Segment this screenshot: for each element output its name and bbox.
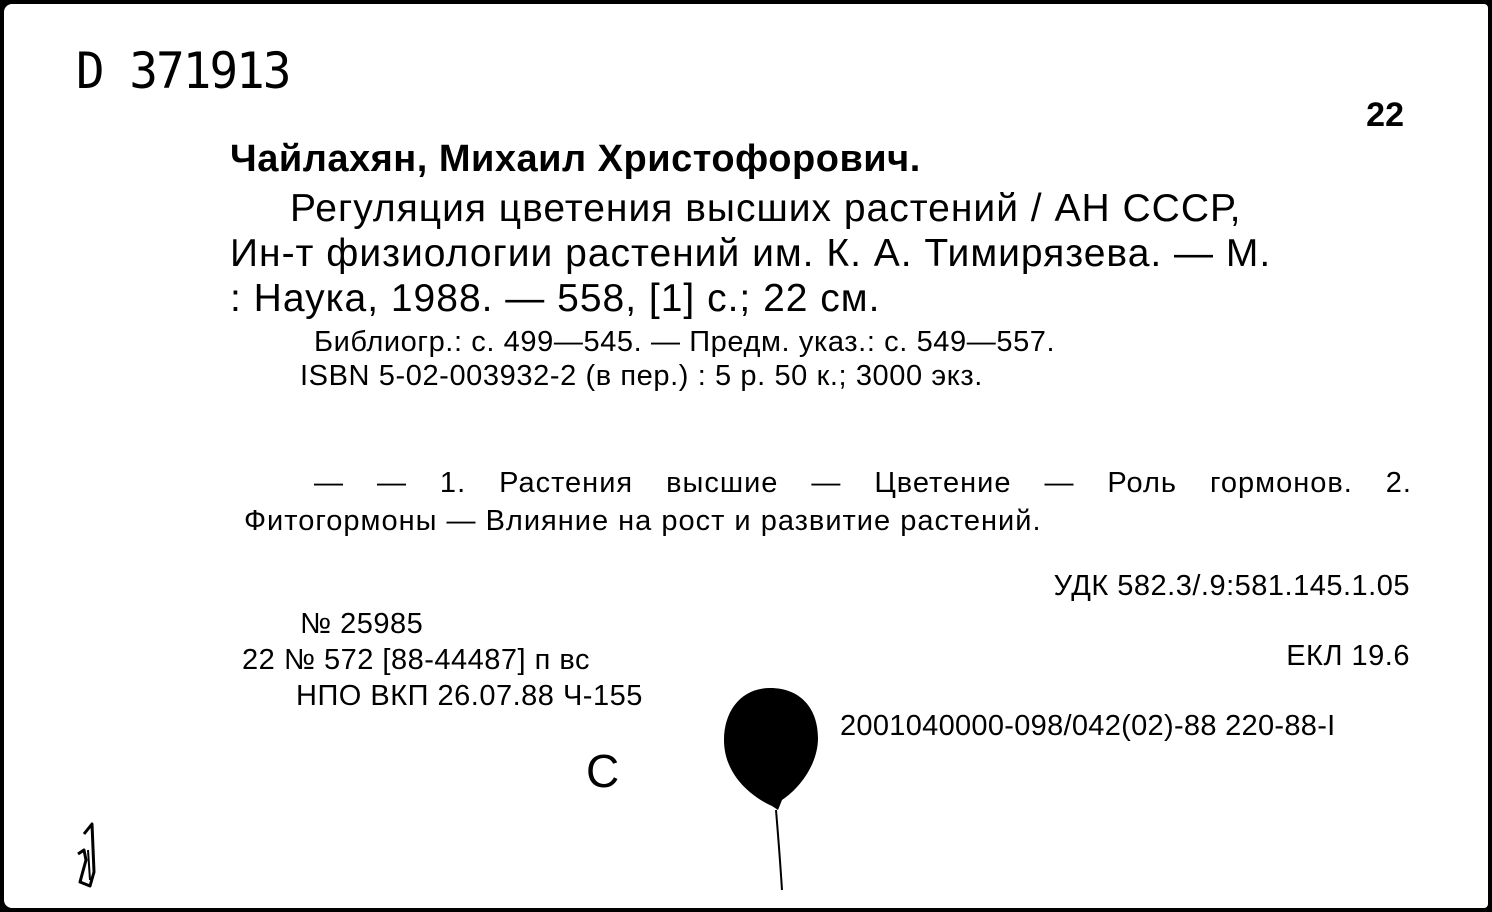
inventory-number: D 371913 (76, 42, 290, 100)
catalog-card (4, 4, 1488, 908)
author-heading: Чайлахян, Михаил Христофорович. (230, 138, 921, 180)
classification-code: 2001040000-098/042(02)-88 220-88-I (840, 710, 1336, 742)
subject-line: Фитогормоны — Влияние на рост и развитие растений. (244, 505, 1042, 537)
handwritten-mark-icon (70, 820, 110, 890)
subject-line: — — 1. Растения высшие — Цветение — Роль гормонов. 2. (314, 467, 1412, 499)
title-line: Регуляция цветения высших растений / АН СССР, (290, 187, 1242, 230)
order-line: 22 № 572 [88-44487] п вс (242, 644, 590, 676)
isbn-line: ISBN 5-02-003932-2 (в пер.) : 5 р. 50 к.; 3000 экз. (300, 360, 983, 392)
ekl-code: ЕКЛ 19.6 (1286, 640, 1410, 672)
title-description (230, 186, 1404, 321)
punch-hole-icon (720, 684, 820, 894)
udk-code: УДК 582.3/.9:581.145.1.05 (1053, 570, 1410, 602)
npo-line: НПО ВКП 26.07.88 Ч-155 (296, 680, 643, 712)
title-line: Ин-т физиологии растений им. К. А. Тимирязева. — М. (230, 232, 1272, 275)
subject-headings (244, 464, 1412, 540)
page-number: 22 (1366, 96, 1404, 134)
title-line: : Наука, 1988. — 558, [1] с.; 22 см. (230, 277, 881, 320)
bibliography-note: Библиогр.: с. 499—545. — Предм. указ.: с. 549—557. (314, 326, 1056, 358)
letter-mark: С (586, 745, 620, 797)
record-number: № 25985 (300, 608, 424, 640)
